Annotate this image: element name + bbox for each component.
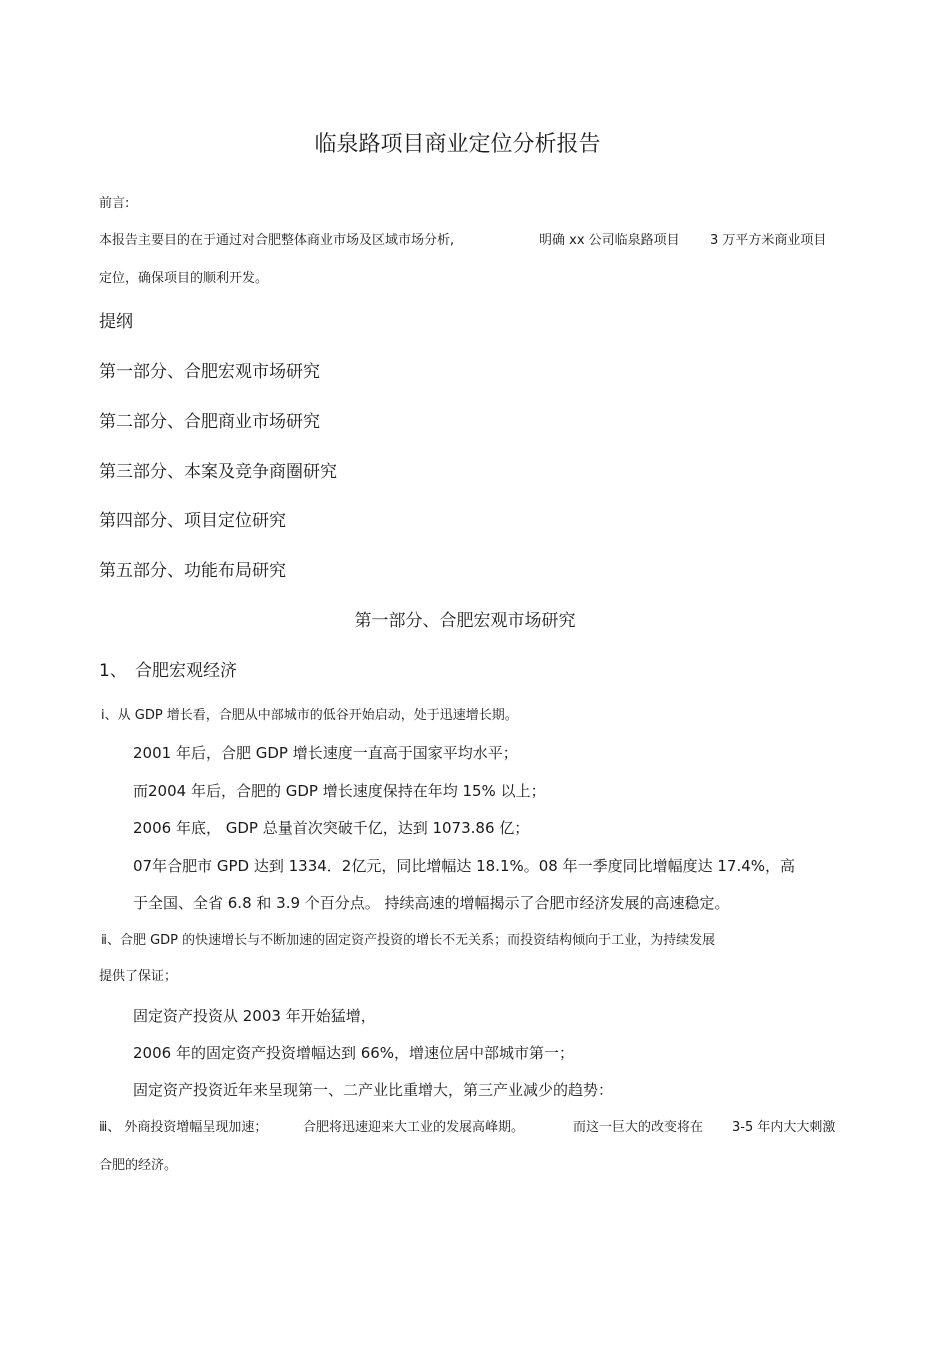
point-iii-heading-cont: 合肥的经济。 [99, 1158, 178, 1173]
point-ii-heading-cont: 提供了保证； [99, 969, 178, 984]
point-i-heading: ⅰ、从 GDP 增长看，合肥从中部城市的低谷开始启动，处于迅速增长期。 [101, 708, 518, 723]
paragraph-line: 固定资产投资从 2003 年开始猛增， [133, 1007, 376, 1025]
paragraph-line: 2001 年后，合肥 GDP 增长速度一直高于国家平均水平； [133, 744, 518, 762]
outline-item: 第一部分、合肥宏观市场研究 [99, 362, 320, 382]
document-title: 临泉路项目商业定位分析报告 [314, 132, 601, 157]
paragraph-line: 07年合肥市 GPD 达到 1334．2亿元，同比增幅达 18.1%。08 年一季度同比增幅度达 17.4%，高 [133, 857, 796, 875]
outline-item: 第四部分、项目定位研究 [99, 511, 286, 531]
paragraph-line: 于全国、全省 6.8 和 3.9 个百分点。 持续高速的增幅揭示了合肥市经济发展的高速稳定。 [133, 894, 730, 912]
outline-item: 第二部分、合肥商业市场研究 [99, 412, 320, 432]
point-iii-heading-part1: ⅲ、 外商投资增幅呈现加速； [99, 1120, 268, 1135]
paragraph-line: 而2004 年后，合肥的 GDP 增长速度保持在年均 15% 以上； [133, 782, 546, 800]
preface-text-part2: 明确 xx 公司临泉路项目 [539, 233, 680, 248]
point-iii-heading-part3: 而这一巨大的改变将在 [573, 1120, 704, 1135]
subsection-number: 1、 [99, 661, 127, 681]
outline-heading: 提纲 [99, 312, 133, 332]
preface-text-part1: 本报告主要目的在于通过对合肥整体商业市场及区域市场分析, [99, 233, 455, 248]
outline-item: 第三部分、本案及竞争商圈研究 [99, 462, 337, 482]
point-iii-heading-part2: 合肥将迅速迎来大工业的发展高峰期。 [303, 1120, 525, 1135]
preface-text-part3: 3 万平方米商业项目 [710, 233, 827, 248]
preface-text-line2: 定位，确保项目的顺利开发。 [99, 271, 269, 286]
paragraph-line: 固定资产投资近年来呈现第一、二产业比重增大，第三产业减少的趋势： [133, 1081, 614, 1099]
paragraph-line: 2006 年的固定资产投资增幅达到 66%，增速位居中部城市第一； [133, 1044, 575, 1062]
section-heading: 第一部分、合肥宏观市场研究 [354, 611, 576, 631]
subsection-heading: 合肥宏观经济 [135, 661, 237, 681]
outline-item: 第五部分、功能布局研究 [99, 561, 286, 581]
paragraph-line: 2006 年底， GDP 总量首次突破千亿，达到 1073.86 亿； [133, 819, 530, 837]
point-ii-heading: ⅱ、合肥 GDP 的快速增长与不断加速的固定资产投资的增长不无关系；而投资结构倾向于工业，为持续发展 [101, 933, 716, 948]
preface-label: 前言: [99, 196, 130, 211]
point-iii-heading-part4: 3-5 年内大大刺激 [732, 1120, 836, 1135]
